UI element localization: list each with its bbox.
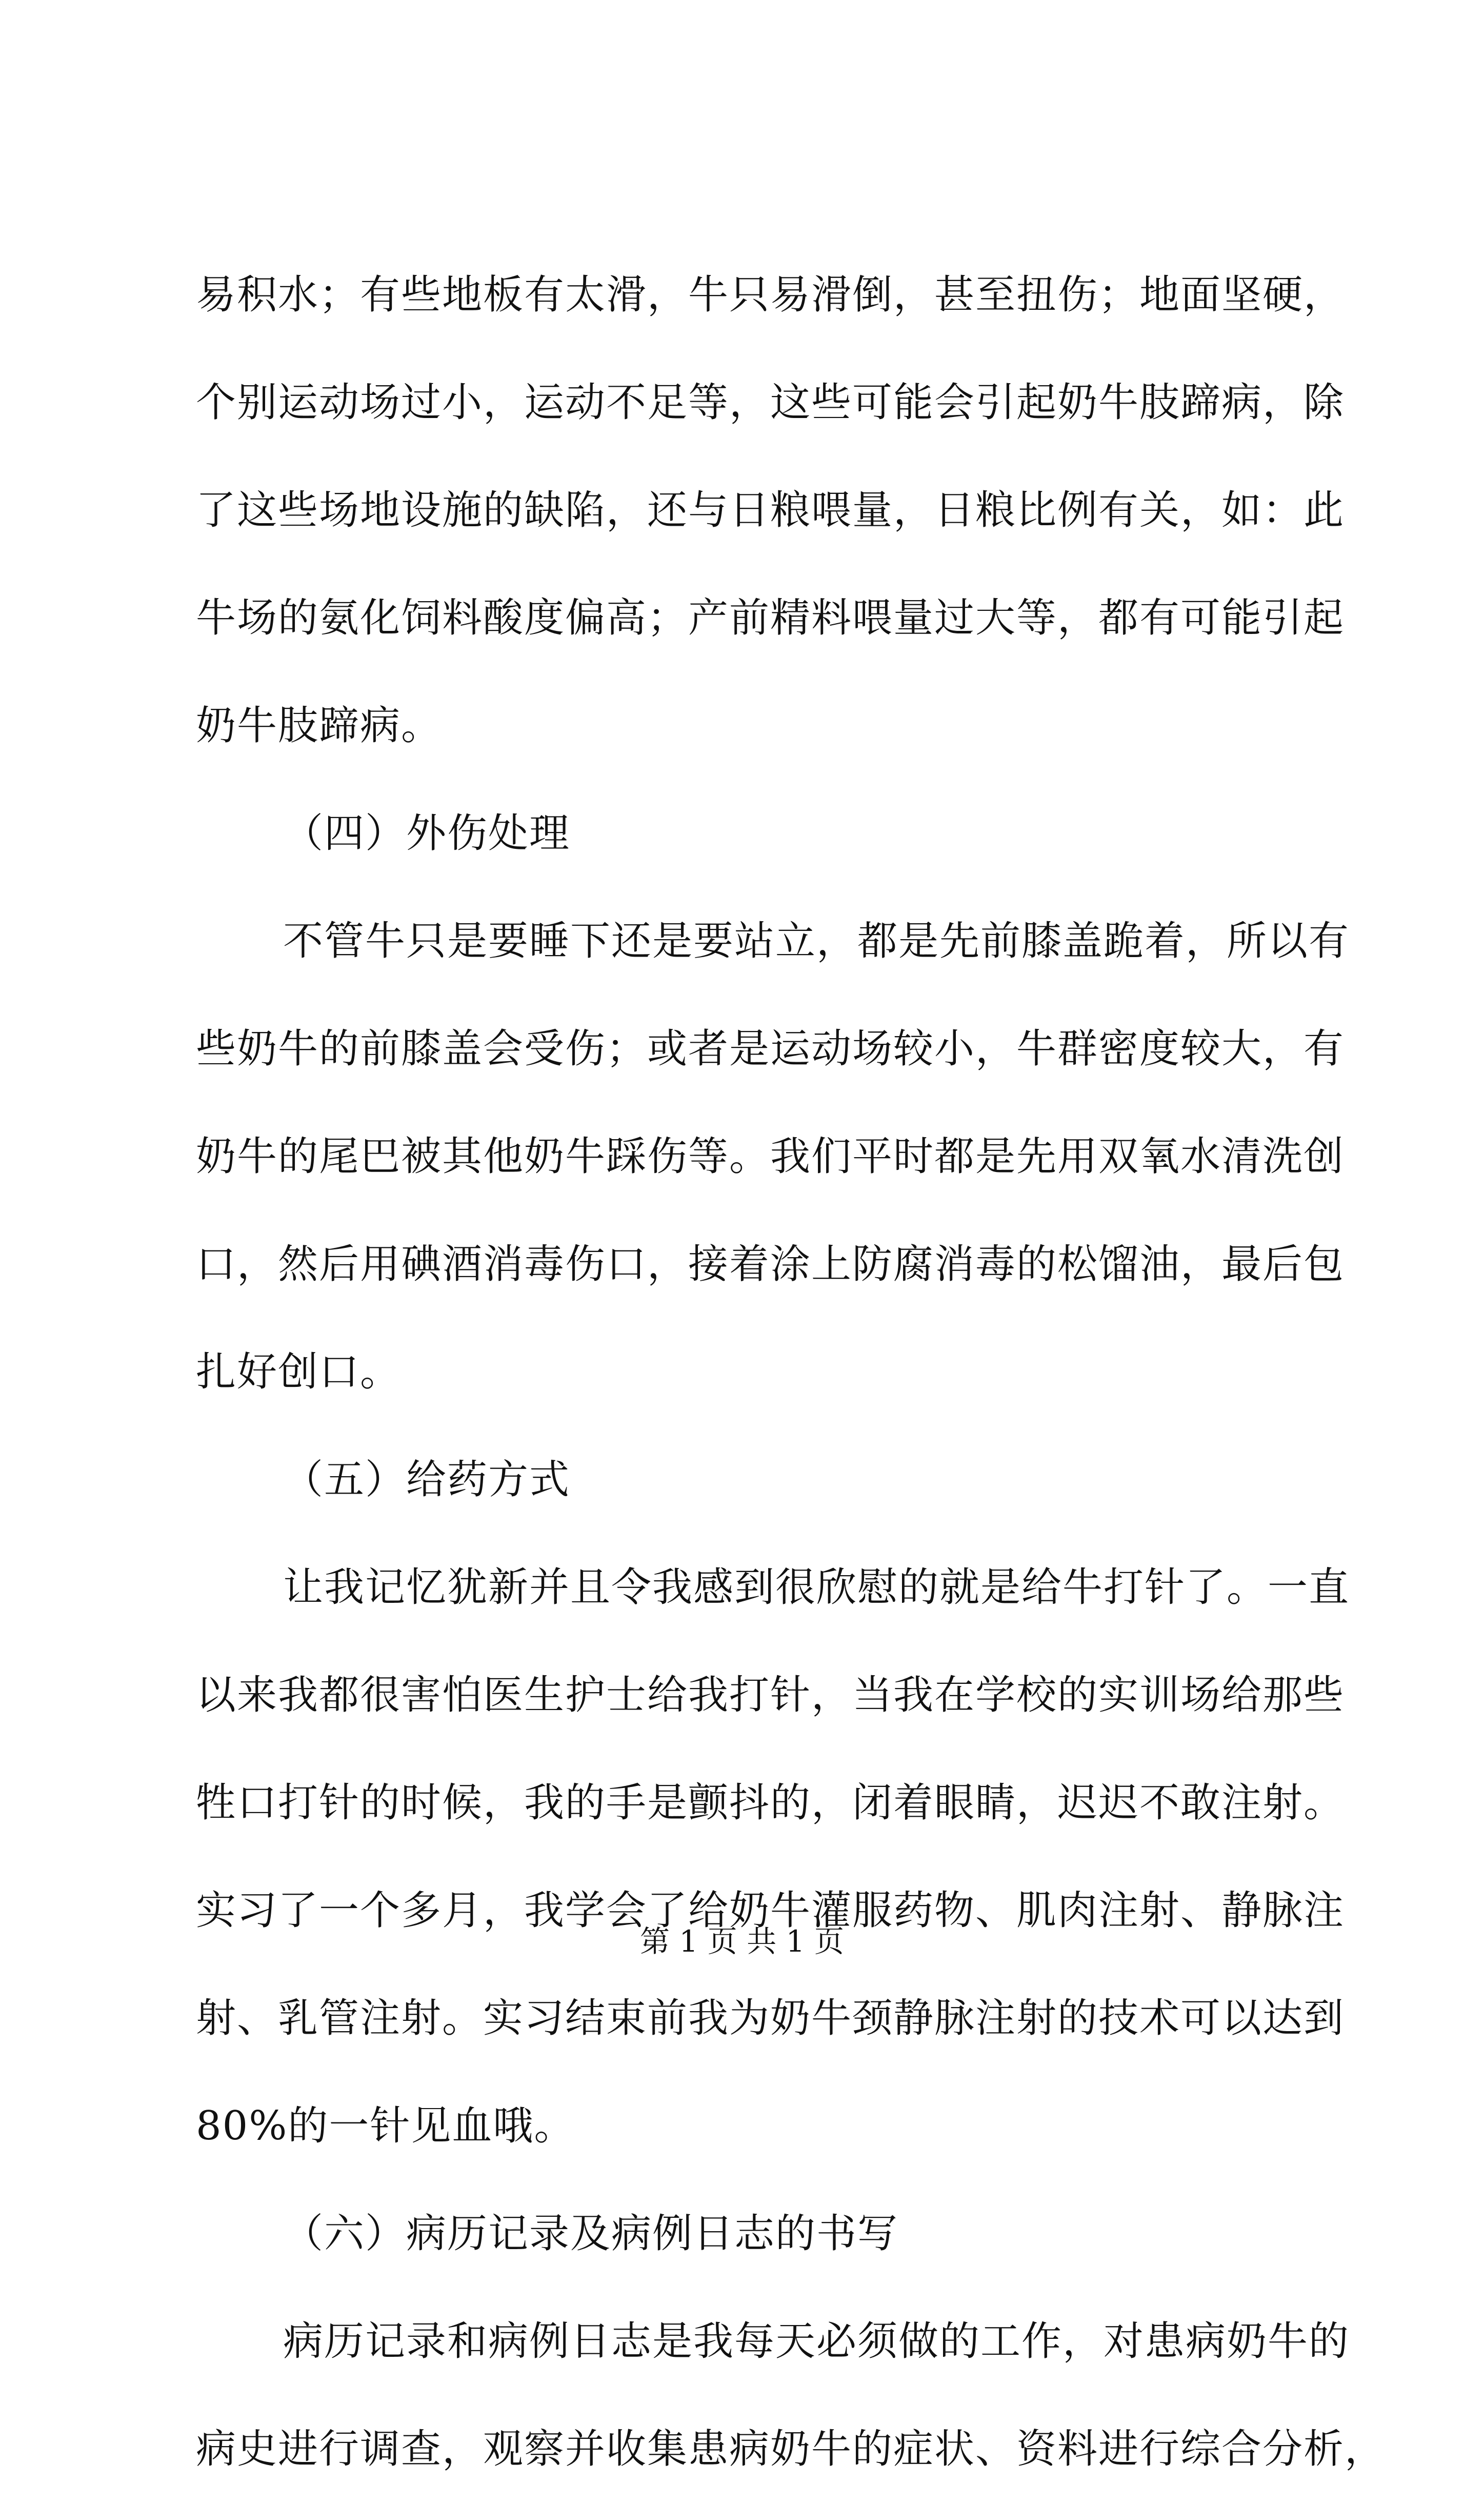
paragraph-first-line: 病历记录和病例日志是我每天必须做的工作，对患病奶牛的: [283, 2318, 1350, 2365]
section-heading-5: （五）给药方式: [283, 1457, 571, 1503]
text-line: 口，然后用碘酒消毒伤口，接着涂上防腐消毒的松馏油，最后包: [196, 1241, 1345, 1287]
page-number-footer: 第 1 页 共 1 页: [640, 1924, 844, 1959]
text-line: 易积水；有些地板有太滑，牛只易滑倒，甚至扭伤；地面坚硬，: [196, 272, 1345, 318]
text-line: 奶牛肢蹄病。: [196, 703, 443, 749]
text-line: 牛场的氨化饲料酸度偏高；产前精料喂量过大等，都有可能引起: [196, 595, 1345, 641]
section-heading-4: （四）外伤处理: [283, 810, 571, 857]
text-line: 射、乳管注射。实习结束前我为奶牛颈静脉注射的技术可以达到: [196, 1995, 1345, 2041]
text-line: 以来我都很害怕医生护士给我打针，当我在学校的实训场给那些: [196, 1672, 1345, 1718]
document-body: [196, 241, 1386, 2503]
text-line: 实习了一个多月，我学会了给奶牛灌服药物、肌肉注射、静脉注: [196, 1888, 1345, 1934]
text-line: 扎好创口。: [196, 1349, 402, 1395]
text-line: 80%的一针见血哦。: [196, 2103, 575, 2149]
text-line: 个别运动场过小，运动不足等，这些可能会引起奶牛肢蹄病，除: [196, 380, 1345, 426]
text-line: 了这些场地设施的缺陷，还与日粮喂量，日粮比例有关，如：此: [196, 487, 1345, 533]
text-line: 些奶牛的前膝盖会受伤；或者是运动场较小，牛群密度较大，有: [196, 1026, 1345, 1072]
paragraph-first-line: 让我记忆犹新并且令我感到很欣慰的就是给牛打针了。一直: [283, 1564, 1350, 1611]
paragraph-first-line: 不管牛只是要睡下还是要站立，都是先前膝盖跪着，所以有: [283, 918, 1350, 964]
text-line: 病史进行调查，观察并收集患病奶牛的症状、资料进行综合分析，: [196, 2426, 1386, 2472]
section-heading-6: （六）病历记录及病例日志的书写: [283, 2211, 899, 2257]
text-line: 奶牛的尾巴被其他奶牛踩伤等。我们平时都是先用双氧水清洗创: [196, 1134, 1345, 1180]
text-line: 牲口打针的时候，我的手是颤抖的，闭着眼睛，迟迟不敢注射。: [196, 1780, 1345, 1826]
